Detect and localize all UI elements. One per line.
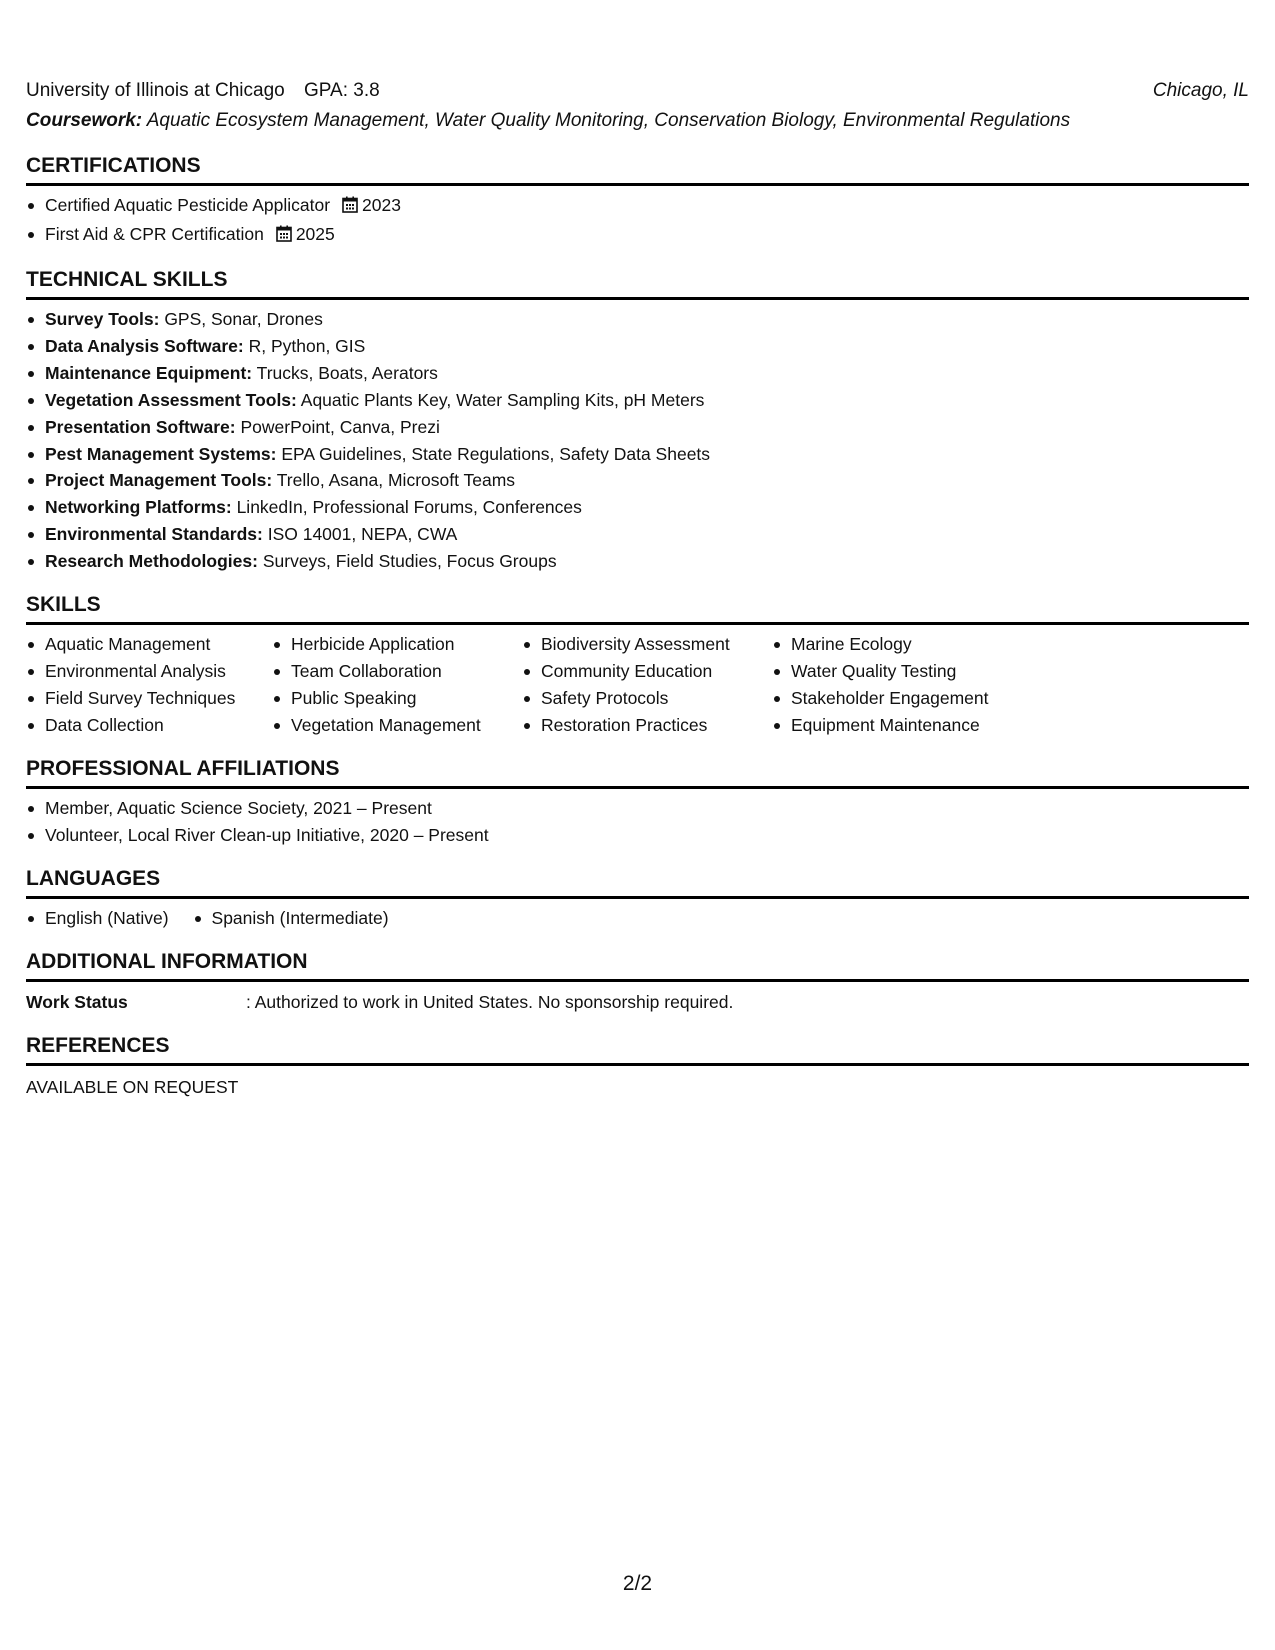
technical-skill-item	[26, 441, 1249, 468]
education-row	[26, 76, 1249, 106]
skill-item: Field Survey Techniques	[26, 685, 272, 712]
technical-skill-label: Presentation Software:	[45, 416, 236, 437]
technical-skill-item	[26, 521, 1249, 548]
technical-skill-label: Pest Management Systems:	[45, 443, 277, 464]
skills-column	[26, 631, 272, 739]
references-heading: REFERENCES	[26, 1032, 1249, 1066]
technical-skill-label: Data Analysis Software:	[45, 335, 244, 356]
technical-skill-value: ISO 14001, NEPA, CWA	[267, 524, 458, 545]
certification-name: Certified Aquatic Pesticide Applicator	[45, 195, 331, 215]
skill-item: Public Speaking	[272, 685, 522, 712]
technical-skill-item	[26, 467, 1249, 494]
skills-grid	[26, 631, 1249, 739]
skill-item: Safety Protocols	[522, 685, 772, 712]
technical-skill-value: PowerPoint, Canva, Prezi	[240, 416, 440, 437]
languages-heading: LANGUAGES	[26, 865, 1249, 899]
technical-skill-value: Trello, Asana, Microsoft Teams	[276, 470, 516, 491]
work-status-row	[26, 988, 1249, 1016]
skill-item: Equipment Maintenance	[772, 712, 1022, 739]
page-number: 2/2	[622, 1572, 653, 1595]
technical-skill-value: LinkedIn, Professional Forums, Conferences	[236, 497, 582, 518]
technical-skill-item	[26, 306, 1249, 333]
affiliation-item: Volunteer, Local River Clean-up Initiative, 2020 – Present	[26, 822, 1249, 849]
language-item: Spanish (Intermediate)	[193, 905, 389, 932]
technical-skill-value: Aquatic Plants Key, Water Sampling Kits, pH Meters	[300, 389, 705, 410]
gpa: GPA: 3.8	[304, 80, 380, 101]
affiliations-list	[26, 795, 1249, 849]
calendar-icon	[342, 194, 358, 221]
skill-item: Water Quality Testing	[772, 658, 1022, 685]
technical-skills-heading: TECHNICAL SKILLS	[26, 266, 1249, 300]
skill-item: Restoration Practices	[522, 712, 772, 739]
affiliations-heading: PROFESSIONAL AFFILIATIONS	[26, 755, 1249, 789]
work-status-value: : Authorized to work in United States. No sponsorship required.	[246, 992, 734, 1013]
technical-skill-item	[26, 414, 1249, 441]
technical-skills-list	[26, 306, 1249, 575]
skill-item: Stakeholder Engagement	[772, 685, 1022, 712]
certification-year: 2023	[362, 195, 401, 215]
coursework	[26, 106, 1249, 136]
technical-skill-label: Vegetation Assessment Tools:	[45, 389, 297, 410]
certification-item	[26, 192, 1249, 221]
technical-skill-item	[26, 387, 1249, 414]
school-location: Chicago, IL	[1152, 80, 1249, 101]
technical-skill-label: Survey Tools:	[45, 309, 160, 329]
skills-column	[272, 631, 522, 739]
technical-skill-item	[26, 548, 1249, 575]
skill-item: Vegetation Management	[272, 712, 522, 739]
work-status-label: Work Status	[26, 992, 128, 1013]
calendar-icon	[276, 223, 292, 250]
technical-skill-label: Research Methodologies:	[45, 551, 258, 572]
coursework-label: Coursework:	[26, 110, 143, 131]
technical-skill-value: GPS, Sonar, Drones	[164, 309, 323, 329]
school-name: University of Illinois at Chicago	[26, 80, 285, 101]
skill-item: Marine Ecology	[772, 631, 1022, 658]
technical-skill-value: EPA Guidelines, State Regulations, Safety Data Sheets	[281, 443, 711, 464]
technical-skill-value: R, Python, GIS	[248, 335, 366, 356]
technical-skill-label: Networking Platforms:	[45, 497, 232, 518]
education-left	[26, 76, 380, 106]
technical-skill-label: Project Management Tools:	[45, 470, 273, 491]
certification-item	[26, 221, 1249, 250]
technical-skill-value: Trucks, Boats, Aerators	[256, 362, 438, 383]
technical-skill-label: Environmental Standards:	[45, 524, 263, 545]
technical-skill-item	[26, 494, 1249, 521]
skills-heading: SKILLS	[26, 591, 1249, 625]
skill-item: Aquatic Management	[26, 631, 272, 658]
skill-item: Team Collaboration	[272, 658, 522, 685]
certifications-heading: CERTIFICATIONS	[26, 152, 1249, 186]
certifications-list	[26, 192, 1249, 250]
skill-item: Community Education	[522, 658, 772, 685]
skill-item: Biodiversity Assessment	[522, 631, 772, 658]
technical-skill-item	[26, 360, 1249, 387]
skills-column	[522, 631, 772, 739]
languages-list	[26, 905, 1249, 932]
skills-column	[772, 631, 1022, 739]
additional-info-heading: ADDITIONAL INFORMATION	[26, 948, 1249, 982]
technical-skill-label: Maintenance Equipment:	[45, 362, 253, 383]
technical-skill-value: Surveys, Field Studies, Focus Groups	[262, 551, 557, 572]
affiliation-item: Member, Aquatic Science Society, 2021 – Present	[26, 795, 1249, 822]
certification-year: 2025	[295, 224, 335, 244]
resume-page	[26, 76, 1249, 1102]
certification-name: First Aid & CPR Certification	[45, 224, 264, 244]
skill-item: Data Collection	[26, 712, 272, 739]
skill-item: Environmental Analysis	[26, 658, 272, 685]
skill-item: Herbicide Application	[272, 631, 522, 658]
technical-skill-item	[26, 333, 1249, 360]
coursework-list: Aquatic Ecosystem Management, Water Quality Monitoring, Conservation Biology, Environmental Regulations	[146, 110, 1071, 131]
references-text: AVAILABLE ON REQUEST	[26, 1077, 239, 1098]
language-item: English (Native)	[26, 905, 169, 932]
